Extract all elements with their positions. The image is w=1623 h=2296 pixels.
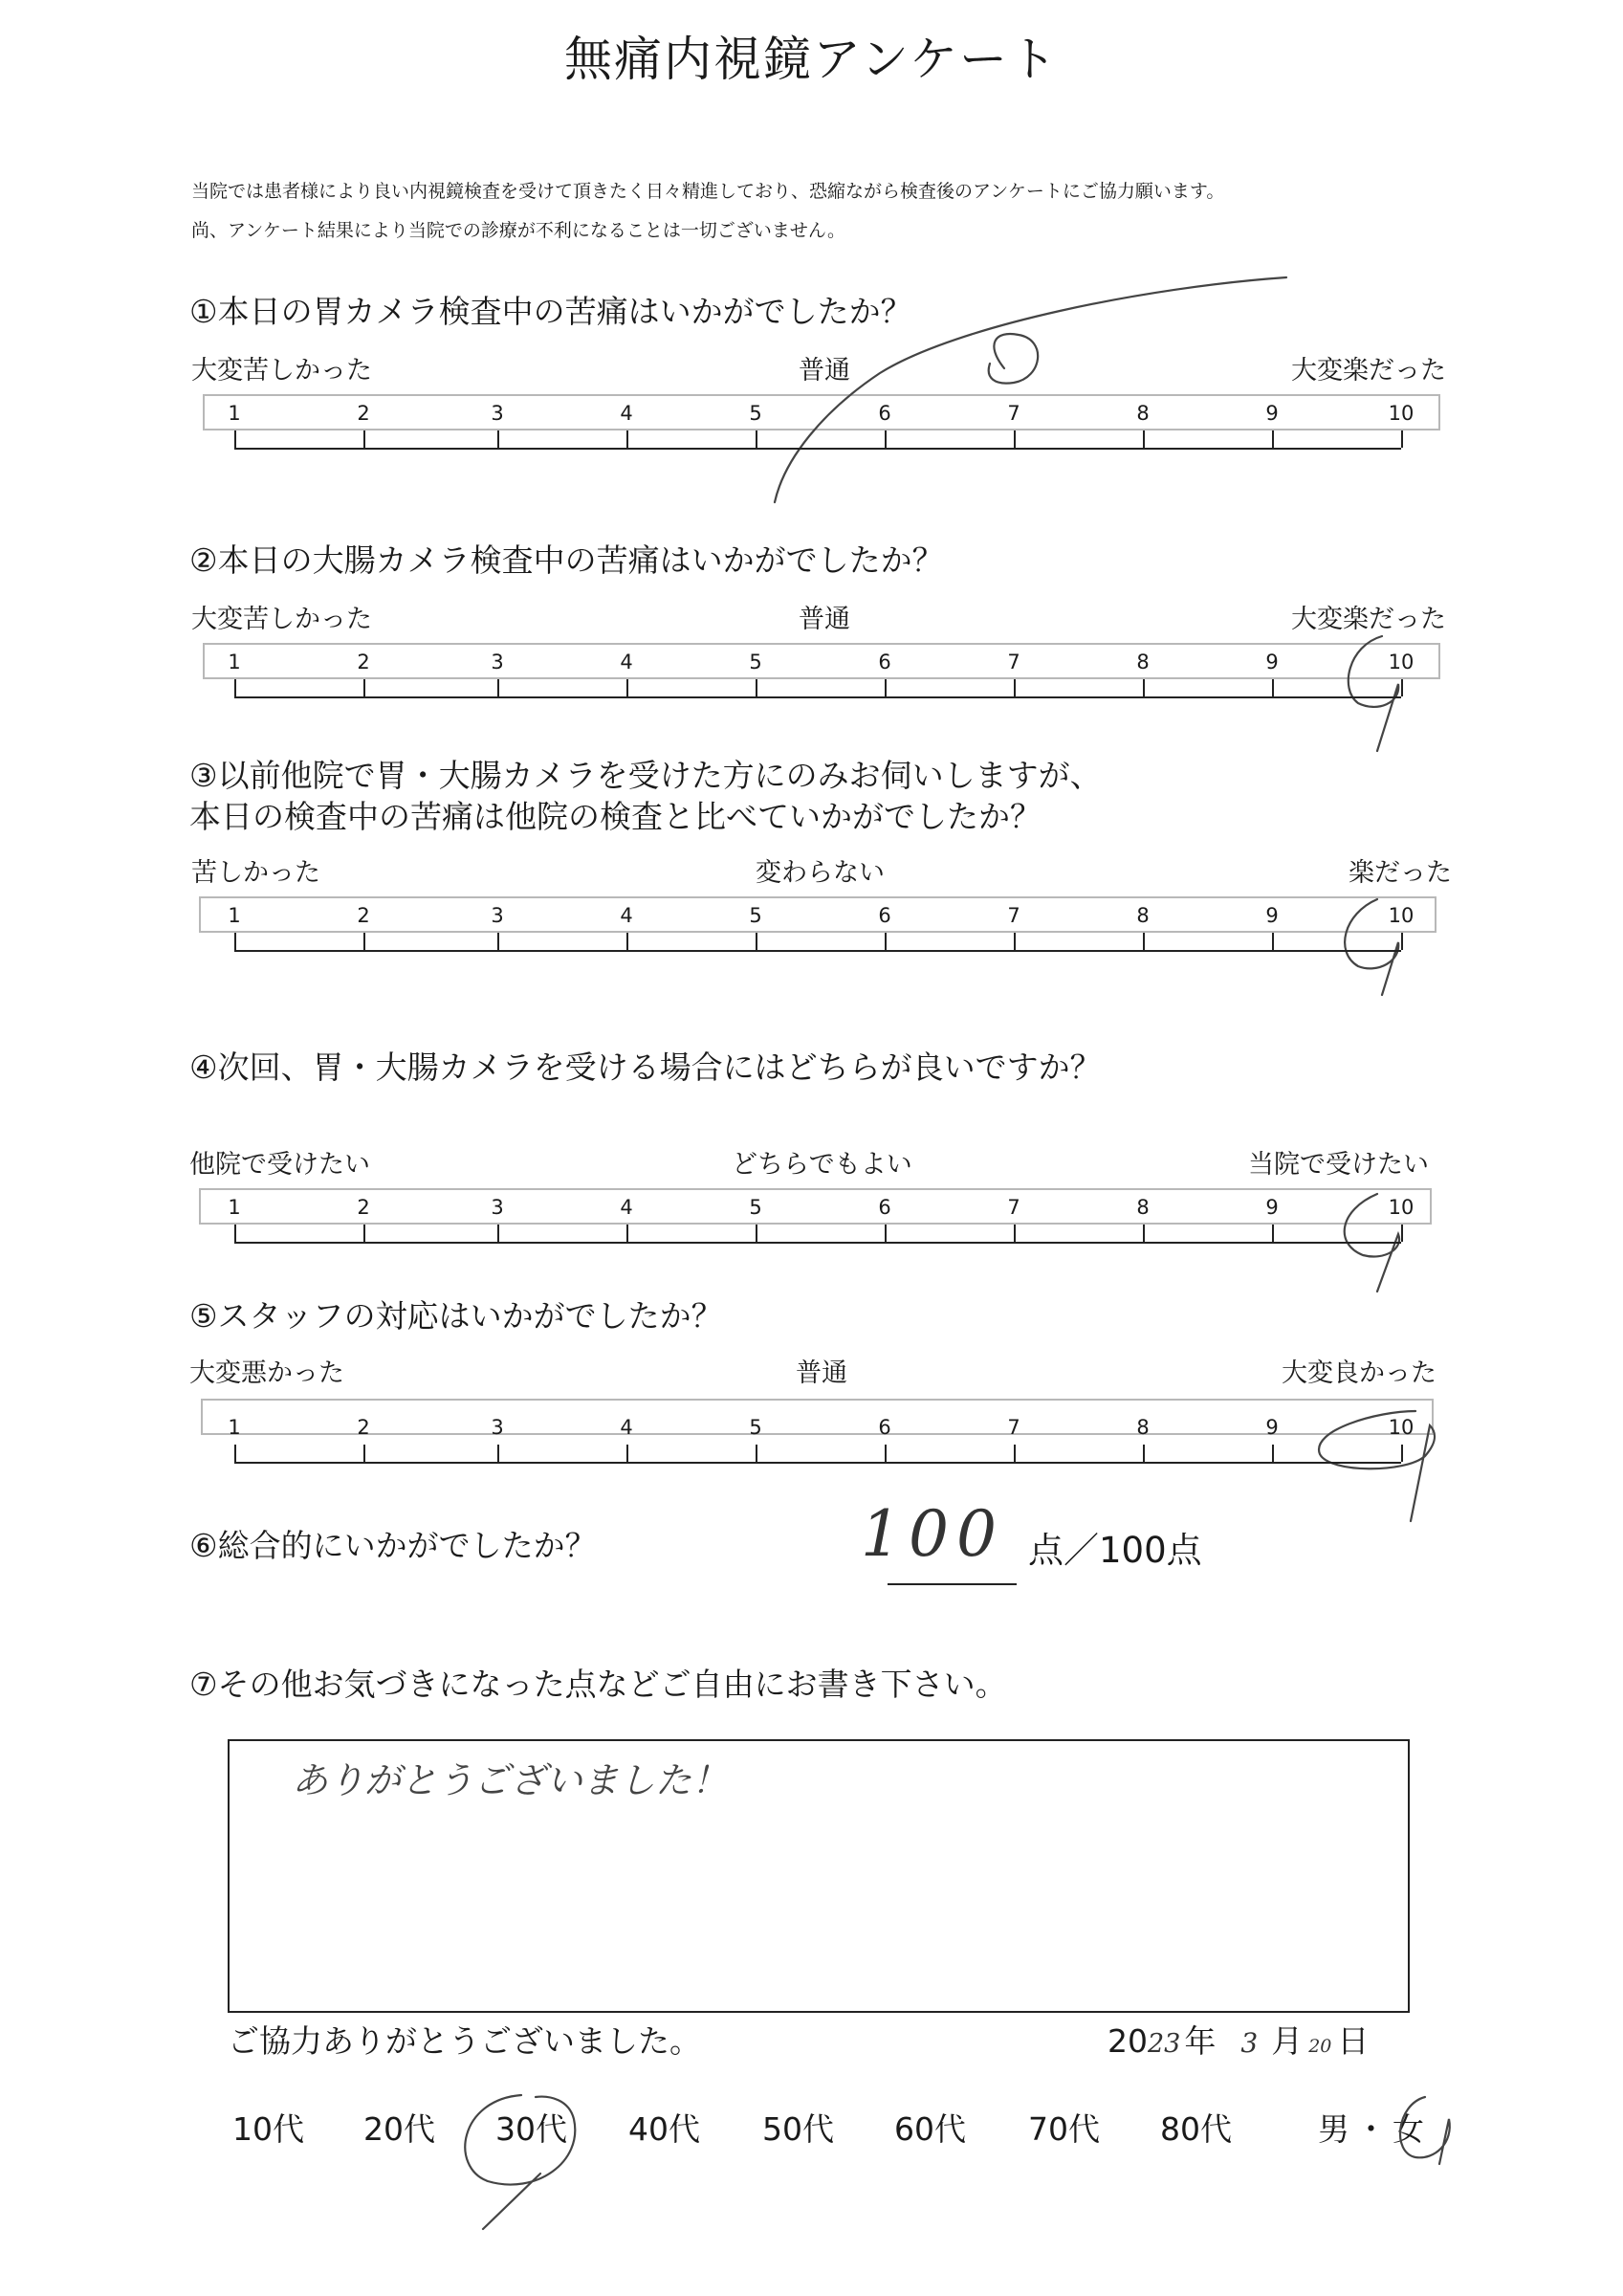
q5-scale-tick-7: [1014, 1445, 1016, 1462]
gender-separator: ・: [1355, 2110, 1387, 2148]
q4-scale-tick-6: [885, 1225, 887, 1242]
age-30[interactable]: 30代: [495, 2110, 567, 2148]
q3-scale-number-6[interactable]: 6: [878, 904, 891, 927]
q1-answer-mark: [775, 277, 1286, 502]
gender-female[interactable]: 女: [1393, 2110, 1424, 2148]
q5-scale-tick-1: [234, 1445, 236, 1462]
q5-scale-number-1[interactable]: 1: [228, 1416, 241, 1439]
score-suffix: 点／100点: [1028, 1530, 1202, 1571]
q3-scale-tick-5: [756, 933, 757, 950]
q3-scale-number-5[interactable]: 5: [749, 904, 762, 927]
question-1: ①本日の胃カメラ検査中の苦痛はいかがでしたか？: [189, 293, 912, 330]
q2-scale-number-9[interactable]: 9: [1265, 651, 1279, 673]
q3-scale-number-3[interactable]: 3: [491, 904, 504, 927]
q4-scale-number-2[interactable]: 2: [357, 1196, 370, 1219]
q5-scale-tick-3: [497, 1445, 499, 1462]
q3-scale-line: [234, 950, 1401, 952]
age-30-circle: [465, 2095, 575, 2229]
question-5: ⑤スタッフの対応はいかがでしたか？: [189, 1297, 723, 1335]
age-70[interactable]: 70代: [1028, 2110, 1100, 2148]
intro-line-1: 当院では患者様により良い内視鏡検査を受けて頂きたく日々精進しており、恐縮ながら検査後のアンケートにご協力願います。: [191, 181, 1225, 202]
q4-scale-tick-1: [234, 1225, 236, 1242]
q1-scale-tick-4: [626, 430, 628, 448]
q3-scale-tick-6: [885, 933, 887, 950]
question-3-line-2: 本日の検査中の苦痛は他院の検査と比べていかがでしたか？: [189, 798, 1042, 835]
q5-scale-tick-2: [363, 1445, 365, 1462]
age-20[interactable]: 20代: [363, 2110, 435, 2148]
q1-scale-tick-7: [1014, 430, 1016, 448]
q2-mid-label: 普通: [799, 605, 850, 634]
year-prefix: 20: [1108, 2022, 1148, 2060]
q2-scale-tick-2: [363, 679, 365, 696]
q1-scale-tick-2: [363, 430, 365, 448]
age-80[interactable]: 80代: [1160, 2110, 1232, 2148]
q4-scale-number-10[interactable]: 10: [1388, 1196, 1415, 1219]
q2-scale-number-8[interactable]: 8: [1136, 651, 1150, 673]
q4-scale-number-7[interactable]: 7: [1007, 1196, 1020, 1219]
age-50[interactable]: 50代: [762, 2110, 834, 2148]
q4-scale-number-8[interactable]: 8: [1136, 1196, 1150, 1219]
q3-scale-tick-3: [497, 933, 499, 950]
q2-scale-number-6[interactable]: 6: [878, 651, 891, 673]
question-2: ②本日の大腸カメラ検査中の苦痛はいかがでしたか？: [189, 541, 944, 579]
q1-scale-tick-3: [497, 430, 499, 448]
q2-scale-number-4[interactable]: 4: [620, 651, 633, 673]
q1-scale-number-6[interactable]: 6: [878, 402, 891, 425]
q1-scale-number-3[interactable]: 3: [491, 402, 504, 425]
q5-scale-number-4[interactable]: 4: [620, 1416, 633, 1439]
year-value[interactable]: 23: [1148, 2029, 1181, 2059]
q2-scale-number-7[interactable]: 7: [1007, 651, 1020, 673]
thanks-text: ご協力ありがとうございました。: [228, 2022, 701, 2060]
q5-scale-tick-9: [1272, 1445, 1274, 1462]
q1-right-label: 大変楽だった: [1291, 356, 1446, 386]
q3-scale-number-1[interactable]: 1: [228, 904, 241, 927]
q4-scale-tick-9: [1272, 1225, 1274, 1242]
q1-scale-number-4[interactable]: 4: [620, 402, 633, 425]
q2-scale-tick-1: [234, 679, 236, 696]
q5-scale-tick-6: [885, 1445, 887, 1462]
q3-scale-number-2[interactable]: 2: [357, 904, 370, 927]
q4-scale-number-9[interactable]: 9: [1265, 1196, 1279, 1219]
gender-male[interactable]: 男: [1318, 2110, 1349, 2148]
q2-scale-line: [234, 696, 1401, 698]
q3-scale-number-4[interactable]: 4: [620, 904, 633, 927]
q1-scale-tick-5: [756, 430, 757, 448]
q1-scale-number-1[interactable]: 1: [228, 402, 241, 425]
q2-scale-number-1[interactable]: 1: [228, 651, 241, 673]
q2-right-label: 大変楽だった: [1291, 605, 1446, 634]
q3-left-label: 苦しかった: [191, 858, 320, 888]
q4-scale-tick-3: [497, 1225, 499, 1242]
q2-scale-tick-4: [626, 679, 628, 696]
q5-scale-number-3[interactable]: 3: [491, 1416, 504, 1439]
q4-scale-number-1[interactable]: 1: [228, 1196, 241, 1219]
q2-scale-tick-8: [1143, 679, 1145, 696]
q5-scale-tick-8: [1143, 1445, 1145, 1462]
q2-scale-tick-7: [1014, 679, 1016, 696]
q2-scale-tick-10: [1401, 679, 1403, 696]
q3-scale-tick-4: [626, 933, 628, 950]
q4-scale-number-6[interactable]: 6: [878, 1196, 891, 1219]
question-7: ⑦その他お気づきになった点などご自由にお書き下さい。: [189, 1666, 1007, 1703]
q1-scale-tick-1: [234, 430, 236, 448]
q2-scale-number-10[interactable]: 10: [1388, 651, 1415, 673]
q5-scale-number-10[interactable]: 10: [1388, 1416, 1415, 1439]
q5-scale-line: [234, 1462, 1401, 1464]
q1-answer-loop: [989, 334, 1038, 384]
q1-scale-number-2[interactable]: 2: [357, 402, 370, 425]
q5-scale-tick-5: [756, 1445, 757, 1462]
q5-scale-number-2[interactable]: 2: [357, 1416, 370, 1439]
question-6: ⑥総合的にいかがでしたか？: [189, 1527, 597, 1564]
age-40[interactable]: 40代: [628, 2110, 700, 2148]
q2-scale-number-3[interactable]: 3: [491, 651, 504, 673]
q4-scale-tick-4: [626, 1225, 628, 1242]
q3-scale-tick-1: [234, 933, 236, 950]
q1-scale-tick-10: [1401, 430, 1403, 448]
age-60[interactable]: 60代: [894, 2110, 966, 2148]
q4-left-label: 他院で受けたい: [189, 1150, 370, 1180]
q5-scale-number-5[interactable]: 5: [749, 1416, 762, 1439]
gender-female-circle: [1400, 2097, 1450, 2164]
q3-mid-label: 変わらない: [756, 858, 885, 888]
q3-scale-tick-8: [1143, 933, 1145, 950]
q4-scale-number-5[interactable]: 5: [749, 1196, 762, 1219]
q5-scale-tick-4: [626, 1445, 628, 1462]
q1-scale-line: [234, 448, 1401, 450]
q5-scale-number-8[interactable]: 8: [1136, 1416, 1150, 1439]
q2-scale-tick-5: [756, 679, 757, 696]
q1-scale-number-10[interactable]: 10: [1388, 402, 1415, 425]
q3-scale-number-9[interactable]: 9: [1265, 904, 1279, 927]
q3-scale-number-8[interactable]: 8: [1136, 904, 1150, 927]
q4-scale-tick-8: [1143, 1225, 1145, 1242]
q1-mid-label: 普通: [799, 356, 850, 386]
q5-scale-number-6[interactable]: 6: [878, 1416, 891, 1439]
q5-right-label: 大変良かった: [1282, 1358, 1437, 1388]
q4-right-label: 当院で受けたい: [1248, 1150, 1429, 1180]
q4-scale-number-3[interactable]: 3: [491, 1196, 504, 1219]
q2-scale-tick-9: [1272, 679, 1274, 696]
q5-answer-mark: [1319, 1411, 1435, 1521]
q1-scale-tick-6: [885, 430, 887, 448]
page-title: 無痛内視鏡アンケート: [564, 32, 1059, 87]
q3-right-label: 楽だった: [1349, 858, 1452, 888]
q2-scale-number-2[interactable]: 2: [357, 651, 370, 673]
q1-scale-tick-9: [1272, 430, 1274, 448]
q1-left-label: 大変苦しかった: [191, 356, 372, 386]
q4-mid-label: どちらでもよい: [732, 1150, 912, 1180]
q2-scale-tick-6: [885, 679, 887, 696]
comment-text: ありがとうございました！: [292, 1759, 729, 1801]
q1-scale-number-7[interactable]: 7: [1007, 402, 1020, 425]
q1-scale-number-5[interactable]: 5: [749, 402, 762, 425]
question-4: ④次回、胃・大腸カメラを受ける場合にはどちらが良いですか？: [189, 1049, 1102, 1086]
q4-scale-tick-10: [1401, 1225, 1403, 1242]
q1-scale-tick-8: [1143, 430, 1145, 448]
q5-scale-tick-10: [1401, 1445, 1403, 1462]
q5-mid-label: 普通: [796, 1358, 847, 1388]
q5-scale-number-9[interactable]: 9: [1265, 1416, 1279, 1439]
q4-scale-tick-7: [1014, 1225, 1016, 1242]
q4-scale-line: [234, 1242, 1401, 1244]
q2-scale-number-5[interactable]: 5: [749, 651, 762, 673]
total-score-value[interactable]: 100: [861, 1497, 1004, 1571]
question-3: ③以前他院で胃・大腸カメラを受けた方にのみお伺いしますが、: [189, 757, 1102, 794]
intro-line-2: 尚、アンケート結果により当院での診療が不利になることは一切ございません。: [191, 220, 846, 241]
q3-scale-tick-2: [363, 933, 365, 950]
q3-scale-number-7[interactable]: 7: [1007, 904, 1020, 927]
q5-scale-number-7[interactable]: 7: [1007, 1416, 1020, 1439]
day-label: 日: [1337, 2022, 1370, 2060]
q2-scale-tick-3: [497, 679, 499, 696]
month-value[interactable]: 3: [1240, 2027, 1259, 2059]
month-label: 月: [1271, 2022, 1304, 2060]
q1-scale-number-8[interactable]: 8: [1136, 402, 1150, 425]
age-10[interactable]: 10代: [232, 2110, 304, 2148]
q4-scale-tick-5: [756, 1225, 757, 1242]
year-label: 年: [1184, 2022, 1217, 2060]
q1-scale-number-9[interactable]: 9: [1265, 402, 1279, 425]
q5-left-label: 大変悪かった: [189, 1358, 344, 1388]
q3-scale-tick-9: [1272, 933, 1274, 950]
q4-scale-number-4[interactable]: 4: [620, 1196, 633, 1219]
day-value[interactable]: 20: [1308, 2036, 1332, 2057]
q4-scale-tick-2: [363, 1225, 365, 1242]
q3-scale-tick-10: [1401, 933, 1403, 950]
q3-scale-number-10[interactable]: 10: [1388, 904, 1415, 927]
q3-scale-tick-7: [1014, 933, 1016, 950]
q2-left-label: 大変苦しかった: [191, 605, 372, 634]
